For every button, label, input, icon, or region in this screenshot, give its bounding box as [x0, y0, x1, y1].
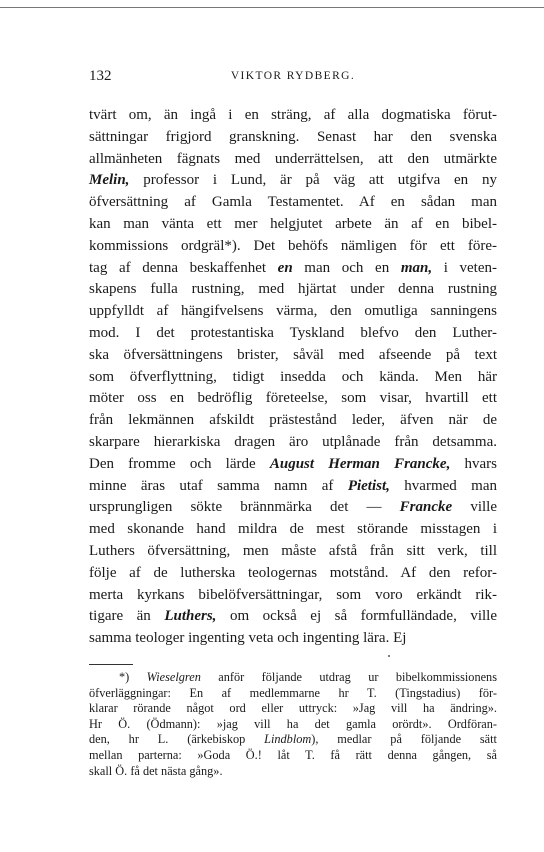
- top-edge-rule: [0, 7, 544, 8]
- italic-text: Luthers,: [164, 608, 217, 625]
- text-run: den, hr L. (ärkebiskop: [89, 732, 265, 747]
- body-line: [89, 323, 497, 345]
- body-line: [89, 149, 497, 171]
- body-line: [89, 628, 497, 650]
- body-line: [89, 519, 497, 541]
- italic-text: Pietist,: [347, 477, 390, 494]
- text-run: följe af de lutherska teologernas motstånd. Af den refor-: [89, 564, 497, 581]
- text-run: tag af denna beskaffenhet: [89, 259, 278, 276]
- text-run: skall Ö. få det nästa gång».: [89, 763, 223, 778]
- footnote-line: [89, 717, 497, 733]
- text-run: professor i Lund, är på väg att utgifva en ny: [129, 172, 497, 189]
- body-text: [89, 105, 497, 650]
- paper-speck: [388, 655, 390, 657]
- text-run: uppfylldt af hängifvelsens värma, den omutliga sanningens: [89, 303, 497, 320]
- body-line: [89, 192, 497, 214]
- body-line: [89, 410, 497, 432]
- text-run: hvars: [450, 455, 497, 472]
- italic-text: Wieselgren: [146, 670, 201, 684]
- body-line: [89, 476, 497, 498]
- text-run: ), medlar på följande sätt: [311, 732, 497, 747]
- body-line: [89, 214, 497, 236]
- text-run: klarar rörande något ord eller uttryck: »Jag vill ha ändring».: [89, 701, 497, 716]
- page-header: [89, 68, 497, 88]
- body-line: [89, 170, 497, 192]
- text-run: i veten-: [432, 259, 497, 276]
- body-line: [89, 279, 497, 301]
- italic-text: man,: [400, 259, 433, 276]
- body-line: [89, 105, 497, 127]
- text-run: hvarmed man: [389, 477, 497, 494]
- body-line: [89, 345, 497, 367]
- text-run: minne äras utaf samma namn af: [89, 477, 348, 494]
- body-line: [89, 127, 497, 149]
- footnote: [89, 670, 497, 779]
- text-run: man och en: [292, 259, 401, 276]
- text-run: som öfverflyttning, tidigt insedda och kända. Men här: [89, 368, 497, 385]
- text-run: om också ej så formfulländade, ville: [216, 608, 497, 625]
- italic-text: Lindblom: [264, 732, 312, 747]
- body-line: [89, 258, 497, 280]
- text-run: anför följande utdrag ur bibelkommissionens: [200, 670, 497, 684]
- body-line: [89, 432, 497, 454]
- text-run: samma teologer ingenting veta och ingenting lära. Ej: [89, 630, 407, 647]
- body-line: [89, 606, 497, 628]
- page-number: 132: [89, 68, 112, 84]
- text-run: mellan parterna: »Goda Ö.! låt T. få rätt denna gången, så: [89, 747, 497, 762]
- text-run: merta kyrkans bibelöfversättningar, som voro erkändt rik-: [89, 586, 497, 603]
- italic-text: en: [277, 259, 293, 276]
- text-run: från lekmännen afskildt prästestånd leder, äfven när de: [89, 412, 497, 429]
- footnote-line: [89, 764, 497, 780]
- text-run: skarpare hierarkiska dragen äro utplånade från detsamma.: [89, 433, 497, 450]
- body-line: [89, 367, 497, 389]
- text-run: tvärt om, än ingå i en sträng, af alla dogmatiska förut-: [89, 107, 497, 123]
- body-line: [89, 454, 497, 476]
- text-run: ursprungligen sökte brännmärka det —: [89, 499, 400, 516]
- text-run: öfverläggningar: En af medlemmarne hr T. (Tingstadius) för-: [89, 685, 497, 700]
- footnote-rule: [89, 664, 133, 665]
- running-head: VIKTOR RYDBERG.: [230, 70, 356, 82]
- text-run: kan man vänta ett mer helgjutet arbete än af en bibel-: [89, 215, 497, 232]
- footnote-line: [89, 748, 497, 764]
- body-line: [89, 301, 497, 323]
- text-run: Luthers öfversättning, men måste afstå från sitt verk, till: [89, 542, 497, 559]
- text-run: ska öfversättningens brister, såväl med afseende på text: [89, 346, 497, 363]
- text-run: öfversättning af Gamla Testamentet. Af en sådan man: [89, 194, 497, 211]
- text-run: kommissions ordgräl*). Det behöfs nämligen för ett före-: [89, 237, 497, 254]
- body-line: [89, 563, 497, 585]
- text-run: sättningar frigjord granskning. Senast har den svenska: [89, 128, 497, 145]
- italic-text: August Herman Francke,: [269, 455, 451, 472]
- text-run: mod. I det protestantiska Tyskland blefvo den Luther-: [89, 324, 497, 341]
- text-run: med skonande hand mildra de mest störande misstagen i: [89, 521, 497, 538]
- footnote-line: [89, 670, 497, 686]
- text-run: Hr Ö. (Ödmann): »jag vill ha det gamla orördt». Ordföran-: [89, 716, 497, 731]
- text-run: *): [119, 670, 147, 684]
- footnote-line: [89, 732, 497, 748]
- text-run: tigare än: [89, 608, 165, 625]
- body-line: [89, 388, 497, 410]
- italic-text: Melin,: [89, 172, 130, 189]
- text-run: ville: [452, 499, 497, 516]
- body-line: [89, 585, 497, 607]
- footnote-line: [89, 686, 497, 702]
- body-line: [89, 497, 497, 519]
- body-line: [89, 541, 497, 563]
- body-line: [89, 236, 497, 258]
- text-run: möter oss en bedröflig företeelse, som visar, hvartill ett: [89, 390, 497, 407]
- text-run: Den fromme och lärde: [89, 455, 270, 472]
- text-run: skapens fulla rustning, med hjärtat under denna rustning: [89, 281, 497, 298]
- footnote-line: [89, 701, 497, 717]
- italic-text: Francke: [399, 499, 453, 516]
- text-run: allmänheten fägnats med underrättelsen, att den utmärkte: [89, 150, 497, 167]
